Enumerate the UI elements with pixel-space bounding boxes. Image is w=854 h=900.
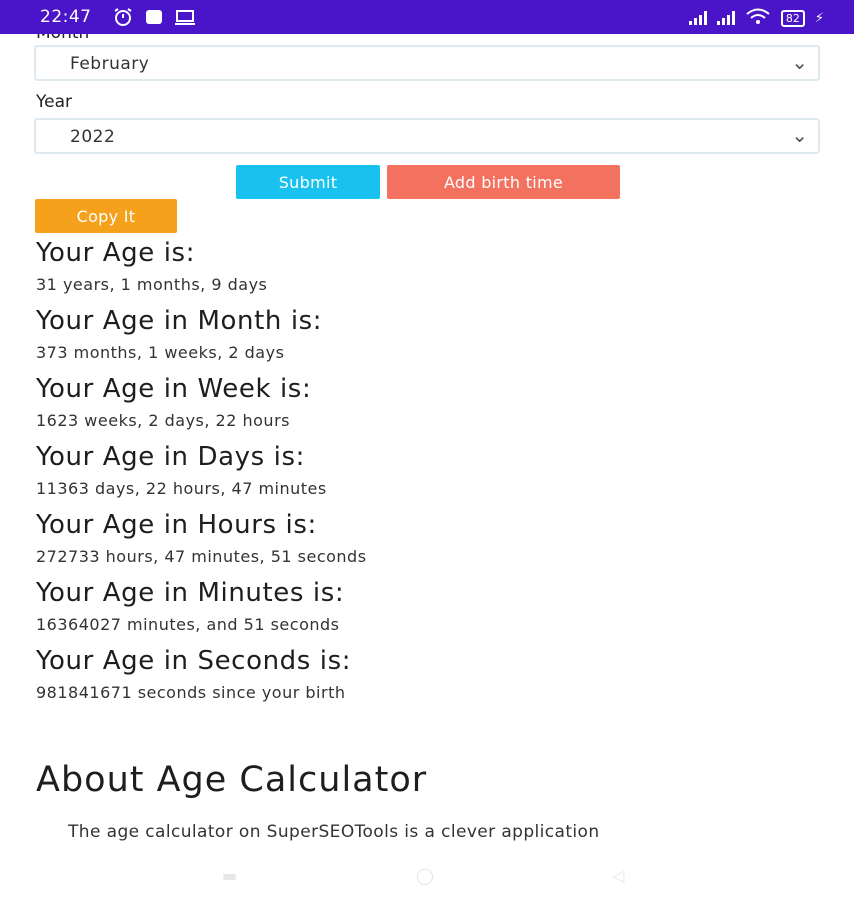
month-value: February	[70, 54, 150, 74]
year-value: 2022	[70, 127, 116, 147]
copy-button[interactable]: Copy It	[35, 199, 177, 233]
signal-icon	[717, 11, 735, 25]
chevron-down-icon: ⌄	[791, 50, 808, 74]
battery-icon: 82	[781, 10, 805, 27]
status-time: 22:47	[40, 7, 92, 27]
about-text: The age calculator on SuperSEOTools is a clever application	[68, 822, 600, 842]
menu-nav-icon[interactable]: ▬	[222, 866, 238, 885]
age-value: 31 years, 1 months, 9 days	[36, 275, 268, 294]
screen-icon	[174, 8, 196, 31]
age-month-value: 373 months, 1 weeks, 2 days	[36, 343, 285, 362]
chevron-down-icon: ⌄	[791, 123, 808, 147]
status-bar	[0, 0, 854, 34]
year-select[interactable]	[34, 118, 820, 154]
month-select[interactable]	[34, 45, 820, 81]
submit-button[interactable]: Submit	[236, 165, 380, 199]
age-month-title: Your Age in Month is:	[36, 306, 323, 336]
home-nav-icon[interactable]: ◯	[416, 866, 434, 885]
age-seconds-value: 981841671 seconds since your birth	[36, 683, 346, 702]
age-days-value: 11363 days, 22 hours, 47 minutes	[36, 479, 327, 498]
age-title: Your Age is:	[36, 238, 196, 268]
age-minutes-title: Your Age in Minutes is:	[36, 578, 345, 608]
wifi-icon	[745, 7, 771, 29]
age-seconds-title: Your Age in Seconds is:	[36, 646, 352, 676]
year-label: Year	[36, 92, 72, 112]
age-week-value: 1623 weeks, 2 days, 22 hours	[36, 411, 290, 430]
about-title: About Age Calculator	[36, 760, 428, 800]
age-minutes-value: 16364027 minutes, and 51 seconds	[36, 615, 340, 634]
charging-icon: ⚡	[814, 10, 824, 26]
alarm-icon	[112, 8, 134, 31]
age-week-title: Your Age in Week is:	[36, 374, 312, 404]
age-days-title: Your Age in Days is:	[36, 442, 305, 472]
system-nav-bar	[0, 850, 854, 900]
results-section	[36, 236, 836, 712]
signal-icon	[689, 11, 707, 25]
add-birth-time-button[interactable]: Add birth time	[387, 165, 620, 199]
back-nav-icon[interactable]: ◁	[612, 866, 625, 885]
age-hours-value: 272733 hours, 47 minutes, 51 seconds	[36, 547, 367, 566]
notification-icon	[144, 8, 164, 31]
age-hours-title: Your Age in Hours is:	[36, 510, 317, 540]
